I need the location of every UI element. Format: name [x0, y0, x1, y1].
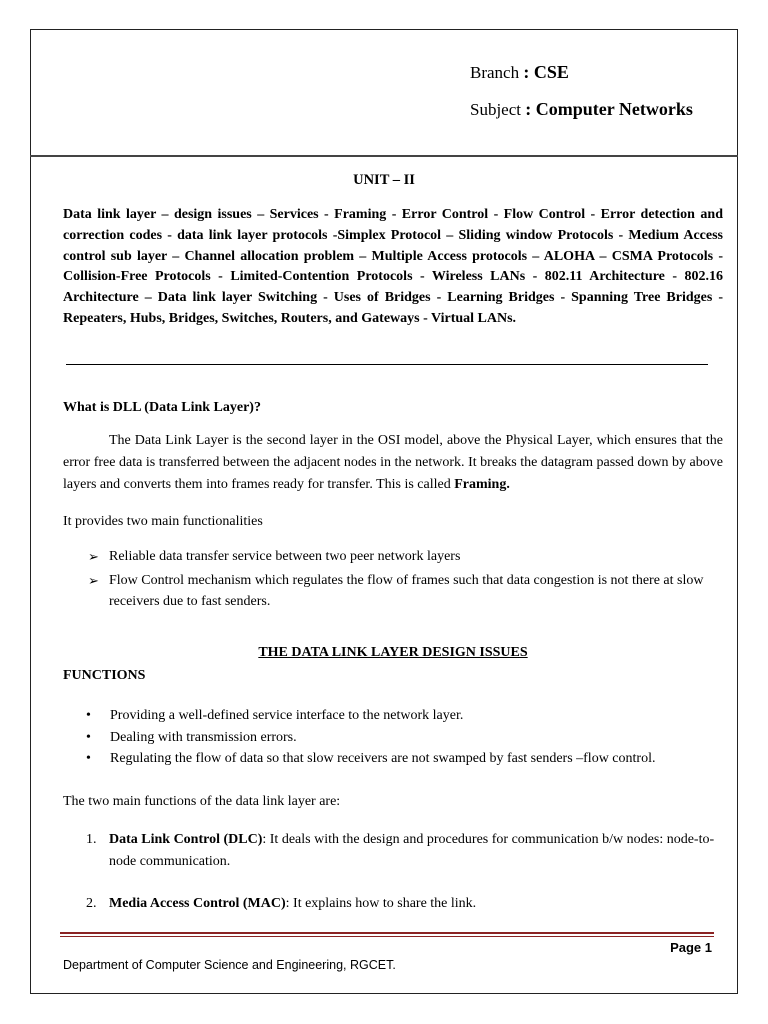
- subject-label: Subject: [470, 100, 521, 119]
- list-item-text: Reliable data transfer service between two peer network layers: [109, 549, 461, 564]
- list-number: 2.: [86, 896, 97, 911]
- header-divider: [30, 155, 738, 157]
- bullet-dot-icon: •: [86, 751, 91, 766]
- design-issues-heading: THE DATA LINK LAYER DESIGN ISSUES: [258, 645, 528, 660]
- dlc-description: : It deals with the design and procedures for communication b/w nodes: node-to-node communication.: [109, 832, 715, 869]
- branch-value: : CSE: [523, 62, 569, 82]
- footer-divider: [60, 932, 714, 934]
- list-item: [86, 893, 726, 915]
- syllabus-divider: [66, 364, 708, 365]
- list-item-text: Dealing with transmission errors.: [110, 729, 297, 745]
- subject-value: : Computer Networks: [525, 99, 693, 119]
- framing-term: Framing.: [454, 477, 510, 492]
- mac-description: : It explains how to share the link.: [285, 896, 477, 911]
- list-item-text: Flow Control mechanism which regulates the flow of frames such that data congestion is not there at slow receivers due to fast senders.: [109, 573, 704, 609]
- department-footer: Department of Computer Science and Engineering, RGCET.: [63, 958, 396, 972]
- list-item-text: Regulating the flow of data so that slow receivers are not swamped by fast senders –flow control.: [110, 751, 656, 766]
- dll-intro-paragraph: [63, 430, 723, 496]
- list-item: [88, 570, 723, 612]
- footer-divider-thin: [60, 936, 714, 937]
- list-item: [88, 546, 723, 567]
- functionalities-intro: It provides two main functionalities: [63, 514, 263, 529]
- arrow-bullet-icon: ➢: [88, 573, 99, 588]
- list-number: 1.: [86, 832, 97, 847]
- page-number: Page 1: [670, 940, 712, 955]
- dll-question-title: What is DLL (Data Link Layer)?: [63, 400, 261, 415]
- list-item: [86, 829, 726, 872]
- main-functions-intro: The two main functions of the data link layer are:: [63, 794, 341, 809]
- arrow-bullet-icon: ➢: [88, 549, 99, 564]
- list-item: [86, 748, 726, 770]
- bullet-dot-icon: •: [86, 729, 91, 745]
- branch-label: Branch: [470, 63, 520, 82]
- unit-title: UNIT – II: [353, 172, 415, 188]
- header-info: [470, 62, 693, 136]
- functions-heading: FUNCTIONS: [63, 668, 146, 683]
- dll-intro-text: The Data Link Layer is the second layer in the OSI model, above the Physical Layer, which ensures that the error free data is transferred between the adjacent nodes in the network. It breaks the datagram passed down by above layers and converts them into frames ready for transfer. This is called: [63, 433, 723, 492]
- functionalities-list: [88, 546, 723, 615]
- mac-term: Media Access Control (MAC): [109, 896, 286, 911]
- functions-list: [86, 705, 726, 770]
- syllabus-text: Data link layer – design issues – Services - Framing - Error Control - Flow Control - Error detection and correction codes - data link layer protocols -Simplex Protocol – Sliding window Protocols - Medium Access control sub layer – Channel allocation problem – Multiple Access protocols – ALOHA – CSMA Protocols - Collision-Free Protocols - Limited-Contention Protocols - Wireless LANs - 802.11 Architecture - 802.16 Architecture – Data link layer Switching - Uses of Bridges - Learning Bridges - Spanning Tree Bridges - Repeaters, Hubs, Bridges, Switches, Routers, and Gateways - Virtual LANs.: [63, 207, 723, 326]
- branch-line: [470, 62, 693, 99]
- bullet-dot-icon: •: [86, 708, 91, 723]
- main-functions-list: [86, 829, 726, 915]
- list-item: [86, 705, 726, 727]
- list-item-text: Providing a well-defined service interface to the network layer.: [110, 708, 464, 723]
- dlc-term: Data Link Control (DLC): [109, 832, 263, 847]
- subject-line: [470, 99, 693, 136]
- list-item: [86, 727, 726, 749]
